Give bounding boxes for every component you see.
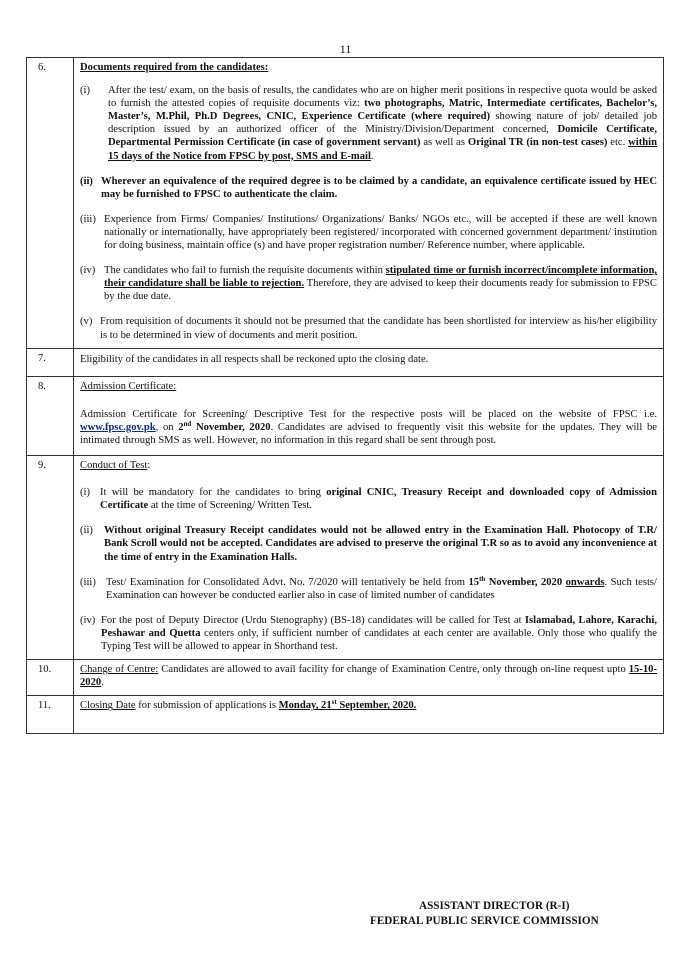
clause-marker: (ii) [80, 175, 93, 187]
table-row-11 [27, 696, 664, 734]
clause-text: Without original Treasury Receipt candidates would not be allowed entry in the Examination Hall. Photocopy of T.R/ Bank Scroll would not be accepted. Candidates are advised to preserve the original T.R so as to avoid any inconvenience at the time of entry in the Examination Halls. [104, 525, 657, 563]
item-content-7 [74, 348, 664, 376]
item-number: 10. [27, 660, 74, 696]
page-number: 11 [339, 42, 352, 56]
clause-6-iii [80, 213, 657, 252]
clause-9-iii [80, 576, 657, 602]
clause-marker: (i) [80, 487, 90, 499]
item-number: 9. [27, 456, 74, 660]
admission-paragraph: Admission Certificate for Screening/ Descriptive Test for the respective posts will be placed on the website of FPSC i.e. www.fpsc.gov.pk, on 2nd November, 2020. Candidates are advised to frequently visit this website for the updates. They will be intimated through SMS as well. However, no information in this regard shall be sent through post. [80, 408, 657, 446]
clause-9-ii [80, 524, 657, 563]
clause-text: Test/ Examination for Consolidated Advt. No. 7/2020 will tentatively be held from 15th November, 2020 onwards. Such tests/ Examination can however be conducted earlier also in case of limited number of candidates [106, 574, 657, 601]
clause-marker: (iii) [80, 213, 96, 225]
section-heading-admission: Admission Certificate: [80, 380, 177, 392]
item-content-11: Closing Date for submission of applications is Monday, 21st September, 2020. [74, 696, 664, 734]
table-row-9 [27, 456, 664, 660]
signatory-title: ASSISTANT DIRECTOR (R-I) [419, 900, 570, 912]
section-heading-conduct: Conduct of Test: [80, 460, 151, 472]
clause-marker: (v) [80, 316, 93, 328]
item-content-10: Change of Centre: Candidates are allowed to avail facility for change of Examination Centre, only through on-line request upto 15-10-2020. [74, 660, 664, 696]
clause-9-iv [80, 614, 657, 653]
item-content-9 [74, 456, 664, 660]
clause-marker: (iii) [80, 576, 96, 588]
clause-text: The candidates who fail to furnish the requisite documents within stipulated time or furnish incorrect/incomplete information, their candidature shall be liable to rejection. Therefore, they are advised to keep their documents ready for submission to FPSC by the due date. [104, 265, 657, 303]
clause-6-ii [80, 175, 657, 201]
section-heading-change-centre: Change of Centre: [80, 664, 159, 676]
clause-text: Wherever an equivalence of the required degree is to be claimed by a candidate, an equivalence certificate issued by HEC may be furnished to FPSC to authenticate the claim. [101, 175, 657, 200]
eligibility-text: Eligibility of the candidates in all respects shall be reckoned upto the closing date. [80, 353, 429, 365]
item-content-6 [74, 58, 664, 349]
closing-date-value: Monday, 21st September, 2020. [278, 698, 417, 712]
clause-6-iv [80, 264, 657, 303]
section-heading-closing-date: Closing Date [80, 700, 136, 712]
item-number: 7. [27, 348, 74, 376]
change-centre-deadline: 15-10-2020 [80, 664, 657, 689]
clause-text: It will be mandatory for the candidates to bring original CNIC, Treasury Receipt and downloaded copy of Admission Certificate at the time of Screening/ Written Test. [100, 487, 657, 512]
item-number: 8. [27, 376, 74, 455]
table-row-7 [27, 348, 664, 376]
signatory-organization: FEDERAL PUBLIC SERVICE COMMISSION [370, 915, 599, 927]
table-row-10 [27, 660, 664, 696]
clause-marker: (iv) [80, 265, 96, 277]
item-number: 11. [27, 696, 74, 734]
requirements-table [26, 57, 664, 734]
clause-text: For the post of Deputy Director (Urdu Stenography) (BS-18) candidates will be called for Test at Islamabad, Lahore, Karachi, Peshawar and Quetta centers only, if sufficient number of candidates at each center are available. Only those who qualify the Typing Test will be allowed to appear in Shorthand test. [101, 614, 657, 652]
table-row-6 [27, 58, 664, 349]
fpsc-website-link[interactable]: www.fpsc.gov.pk [80, 421, 156, 433]
item-content-8 [74, 376, 664, 455]
signature-block [370, 899, 599, 929]
clause-9-i [80, 486, 657, 512]
clause-text: After the test/ exam, on the basis of results, the candidates who are on higher merit positions in respective quota would be asked to furnish the attested copies of requisite documents viz: two photographs, Matric, Intermediate certificates, Bachelor’s, Master’s, M.Phil, Ph.D Degrees, CNIC, Experience Certificate (where required) showing nature of job/ detailed job description issued by an authorized officer of the Ministry/Division/Department concerned, Domicile Certificate, Departmental Permission Certificate (in case of government servant) as well as Original TR (in non-test cases) etc. within 15 days of the Notice from FPSC by post, SMS and E-mail. [108, 85, 658, 162]
section-heading-documents: Documents required from the candidates: [80, 62, 269, 73]
clause-text: Experience from Firms/ Companies/ Institutions/ Organizations/ Banks/ NGOs etc., will be accepted if these are well known nationally or internationally, have appropriately been registered/ incorporated with concerned government department/ institution for doing business, maintain office (s) and have proper registration number/ Reference number, where applicable. [104, 213, 657, 252]
table-row-8 [27, 376, 664, 455]
clause-marker: (iv) [80, 614, 96, 626]
clause-marker: (i) [80, 85, 90, 97]
item-number: 6. [27, 58, 74, 349]
clause-6-v [80, 315, 657, 341]
clause-6-i [80, 84, 657, 163]
clause-marker: (ii) [80, 525, 93, 537]
clause-text: From requisition of documents it should not be presumed that the candidate has been shortlisted for interview as his/her eligibility is to be determined in view of documents and merit position. [100, 316, 657, 341]
